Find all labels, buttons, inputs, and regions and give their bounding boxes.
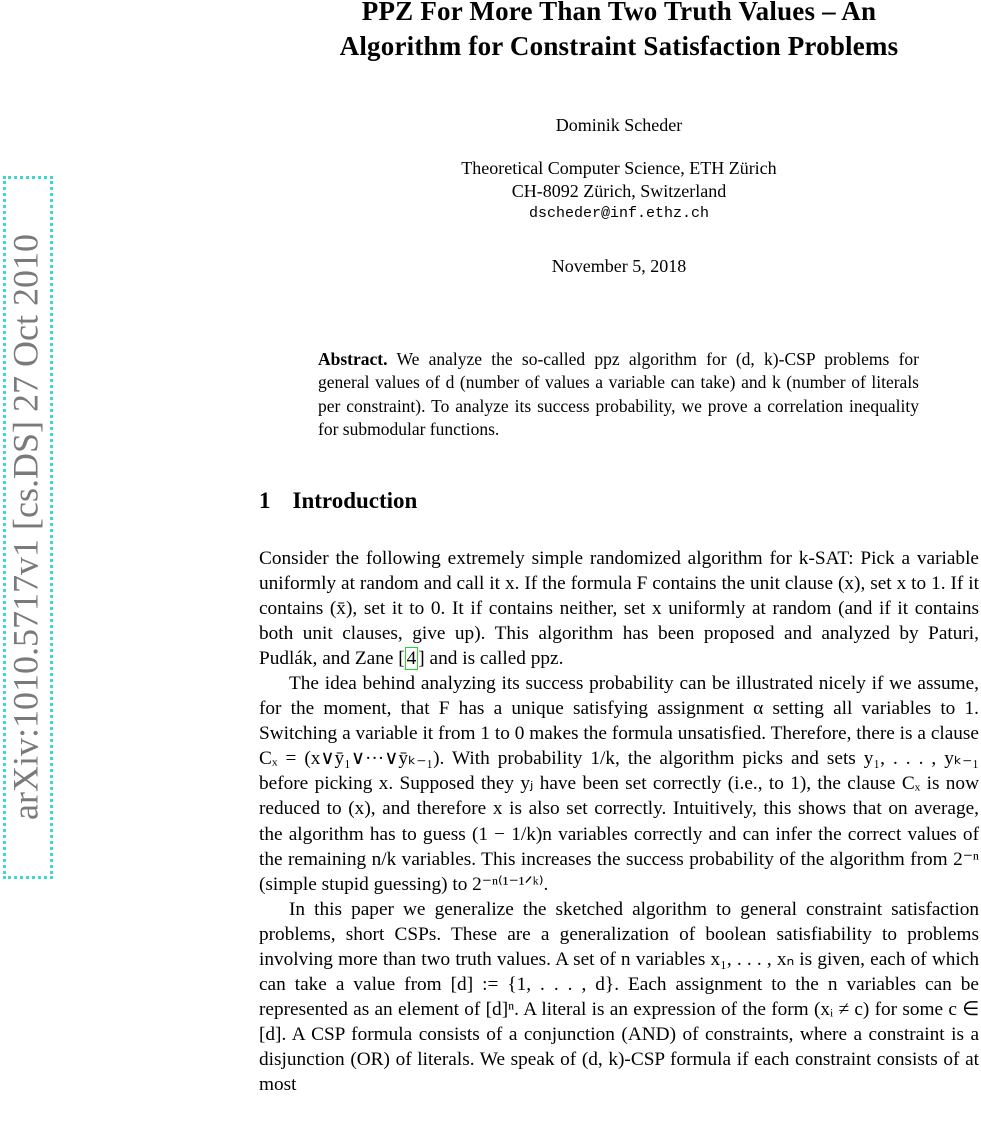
- paragraph-2: The idea behind analyzing its success probability can be illustrated nicely if we assume, for the moment, that F has a unique satisfying assignment α setting all variables to 1. Switching a variable it from 1 to 0 makes the formula unsatisfied. Therefore, there is a clause Cₓ = (x∨ȳ₁∨···∨ȳₖ₋₁). With probability 1/k, the algorithm picks and sets y₁, . . . , yₖ₋₁ before picking x. Supposed they yⱼ have been set correctly (i.e., to 1), the clause Cₓ is now reduced to (x), and therefore x is also set correctly. Intuitively, this shows that on average, the algorithm has to guess (1 − 1/k)n variables correctly and can infer the correct values of the remaining n/k variables. This increases the success probability of the algorithm from 2⁻ⁿ (simple stupid guessing) to 2⁻ⁿ⁽¹⁻¹ᐟᵏ⁾.: [259, 673, 979, 895]
- section-title: Introduction: [292, 488, 418, 513]
- affiliation-line-2: CH-8092 Zürich, Switzerland: [511, 181, 727, 201]
- section-number: 1: [259, 488, 271, 513]
- citation-link[interactable]: 4: [406, 648, 417, 670]
- author-email[interactable]: dscheder@inf.ethz.ch: [528, 205, 710, 222]
- abstract: [318, 348, 919, 441]
- paragraph-1: Consider the following extremely simple randomized algorithm for k-SAT: Pick a variable uniformly at random and call it x. If the formula F contains the unit clause (x), set x to 1. If it contains (x̄), set it to 0. It if contains neither, set x uniformly at random (and if it contains both unit clauses, give up). This algorithm has been proposed and analyzed by Paturi, Pudlák, and Zane [ 4 ] and is called ppz.: [259, 548, 979, 670]
- title-line-2: Algorithm for Constraint Satisfaction Problems: [339, 31, 899, 61]
- title-line-1: PPZ For More Than Two Truth Values – An: [361, 0, 877, 26]
- abstract-text: We analyze the so-called ppz algorithm for (d, k)-CSP problems for general values of d (number of values a variable can take) and k (number of literals per constraint). To analyze its success probability, we prove a correlation inequality for submodular functions.: [318, 349, 919, 439]
- affiliation-line-1: Theoretical Computer Science, ETH Zürich: [461, 158, 777, 178]
- paragraph-1-text: Consider the following extremely simple randomized algorithm for k-SAT: Pick a variable uniformly at random and call it x. If the formula F contains the unit clause (x), set x to 1. If it contains (x̄), set it to 0. It if contains neither, set x uniformly at random (and if it contains both unit clauses, give up). This algorithm has been proposed and analyzed by Paturi, Pudlák, and Zane: [259, 548, 979, 670]
- author: Dominik Scheder: [555, 115, 683, 135]
- date: November 5, 2018: [551, 256, 687, 276]
- paragraph-3: In this paper we generalize the sketched algorithm to general constraint satisfaction problems, short CSPs. These are a generalization of boolean satisfiability to problems involving more than two truth values. A set of n variables x₁, . . . , xₙ is given, each of which can take a value from [d] := {1, . . . , d}. Each assignment to the n variables can be represented as an element of [d]ⁿ. A literal is an expression of the form (xᵢ ≠ c) for some c ∈ [d]. A CSP formula consists of a conjunction (AND) of constraints, where a constraint is a disjunction (OR) of literals. We speak of (d, k)-CSP formula if each constraint consists of at most: [259, 898, 979, 1095]
- paragraph-1-end: and is called ppz.: [429, 648, 564, 670]
- abstract-label: Abstract.: [318, 349, 388, 369]
- paper-title: [258, 0, 980, 64]
- section-heading: [259, 488, 417, 514]
- arxiv-stamp: arXiv:1010.5717v1 [cs.DS] 27 Oct 2010: [5, 234, 46, 820]
- body-text: [259, 546, 979, 1097]
